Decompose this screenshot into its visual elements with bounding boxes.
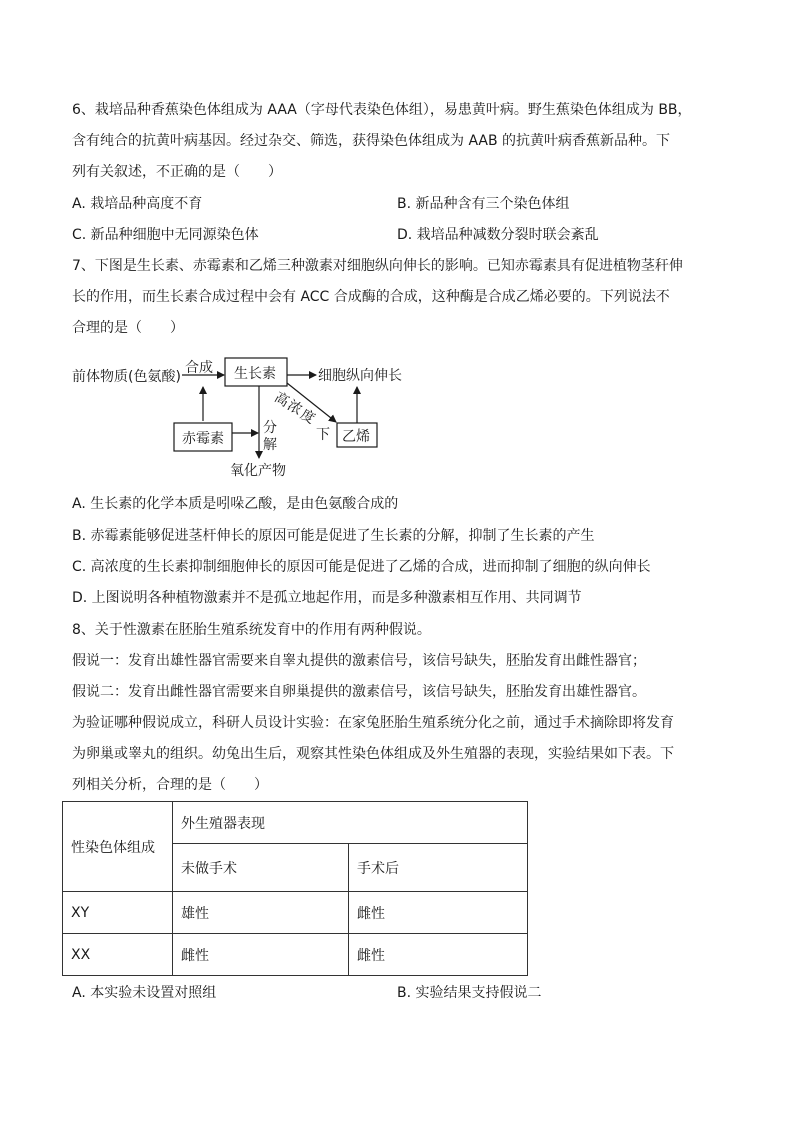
diagram-oxidation-label: 氧化产物 bbox=[230, 463, 286, 479]
diagram-elongation-label: 细胞纵向伸长 bbox=[318, 368, 402, 384]
q6-stem-line2: 含有纯合的抗黄叶病基因。经过杂交、筛选，获得染色体组成为 AAB 的抗黄叶病香蕉新品种。下 bbox=[72, 133, 671, 149]
table-header-group: 外生殖器表现 bbox=[173, 802, 528, 844]
q8-hypothesis-2: 假说二：发育出雌性器官需要来自卵巢提供的激素信号，该信号缺失，胚胎发育出雄性器官。 bbox=[72, 684, 646, 700]
diagram-auxin-label: 生长素 bbox=[234, 366, 276, 382]
q8-stem-line5: 为卵巢或睾丸的组织。幼兔出生后，观察其性染色体组成及外生殖器的表现，实验结果如下表。下 bbox=[72, 746, 674, 762]
q8-stem-line4: 为验证哪种假说成立，科研人员设计实验：在家兔胚胎生殖系统分化之前，通过手术摘除即将发育 bbox=[72, 715, 674, 731]
q7-stem-line1: 7、下图是生长素、赤霉素和乙烯三种激素对细胞纵向伸长的影响。已知赤霉素具有促进植物茎秆伸 bbox=[72, 258, 683, 274]
q6-option-a: A. 栽培品种高度不育 bbox=[72, 196, 203, 212]
q6-option-d: D. 栽培品种减数分裂时联会紊乱 bbox=[397, 227, 599, 243]
table-cell-before: 雌性 bbox=[173, 934, 349, 976]
diagram-ethylene-label: 乙烯 bbox=[342, 429, 370, 445]
q7-option-b: B. 赤霉素能够促进茎杆伸长的原因可能是促进了生长素的分解，抑制了生长素的产生 bbox=[72, 528, 595, 544]
q8-option-a: A. 本实验未设置对照组 bbox=[72, 985, 217, 1001]
table-cell-after: 雌性 bbox=[349, 934, 528, 976]
hormone-diagram bbox=[60, 345, 420, 485]
q7-option-d: D. 上图说明各种植物激素并不是孤立地起作用，而是多种激素相互作用、共同调节 bbox=[72, 590, 582, 606]
table-row bbox=[63, 892, 528, 934]
diagram-decompose-2: 解 bbox=[263, 437, 277, 453]
q7-option-a: A. 生长素的化学本质是吲哚乙酸，是由色氨酸合成的 bbox=[72, 496, 399, 512]
q8-hypothesis-1: 假说一：发育出雄性器官需要来自睾丸提供的激素信号，该信号缺失，胚胎发育出雌性器官； bbox=[72, 653, 646, 669]
table-header-chrom: 性染色体组成 bbox=[63, 802, 173, 892]
table-header-before: 未做手术 bbox=[173, 844, 349, 892]
table-cell-chrom: XY bbox=[63, 892, 173, 934]
q6-stem-line1: 6、栽培品种香蕉染色体组成为 AAA（字母代表染色体组），易患黄叶病。野生蕉染色体组成为 BB， bbox=[72, 102, 692, 118]
results-table bbox=[62, 801, 528, 976]
table-cell-chrom: XX bbox=[63, 934, 173, 976]
diagram-high-1: 高 bbox=[271, 389, 292, 411]
diagram-high-2: 浓 bbox=[284, 397, 305, 419]
q7-stem-line2: 长的作用，而生长素合成过程中会有 ACC 合成酶的合成，这种酶是合成乙烯必要的。下列说法不 bbox=[72, 289, 670, 305]
diagram-gibberellin-label: 赤霉素 bbox=[182, 431, 224, 447]
table-cell-before: 雄性 bbox=[173, 892, 349, 934]
diagram-precursor-label: 前体物质(色氨酸) bbox=[72, 369, 181, 385]
table-header-after: 手术后 bbox=[349, 844, 528, 892]
diagram-high-3: 度 bbox=[297, 406, 318, 428]
diagram-high-4: 下 bbox=[316, 427, 330, 443]
q8-option-b: B. 实验结果支持假说二 bbox=[397, 985, 542, 1001]
q8-stem-line6: 列相关分析，合理的是（ ） bbox=[72, 777, 268, 793]
q6-option-b: B. 新品种含有三个染色体组 bbox=[397, 196, 570, 212]
q6-option-c: C. 新品种细胞中无同源染色体 bbox=[72, 227, 259, 243]
diagram-decompose-1: 分 bbox=[263, 420, 277, 436]
table-cell-after: 雌性 bbox=[349, 892, 528, 934]
q7-option-c: C. 高浓度的生长素抑制细胞伸长的原因可能是促进了乙烯的合成，进而抑制了细胞的纵向伸长 bbox=[72, 559, 651, 575]
q7-stem-line3: 合理的是（ ） bbox=[72, 320, 184, 336]
table-header-row bbox=[63, 802, 528, 844]
q6-stem-line3: 列有关叙述，不正确的是（ ） bbox=[72, 164, 282, 180]
table-row bbox=[63, 934, 528, 976]
q8-stem-line1: 8、关于性激素在胚胎生殖系统发育中的作用有两种假说。 bbox=[72, 622, 431, 638]
diagram-synthesis-label: 合成 bbox=[185, 360, 213, 376]
